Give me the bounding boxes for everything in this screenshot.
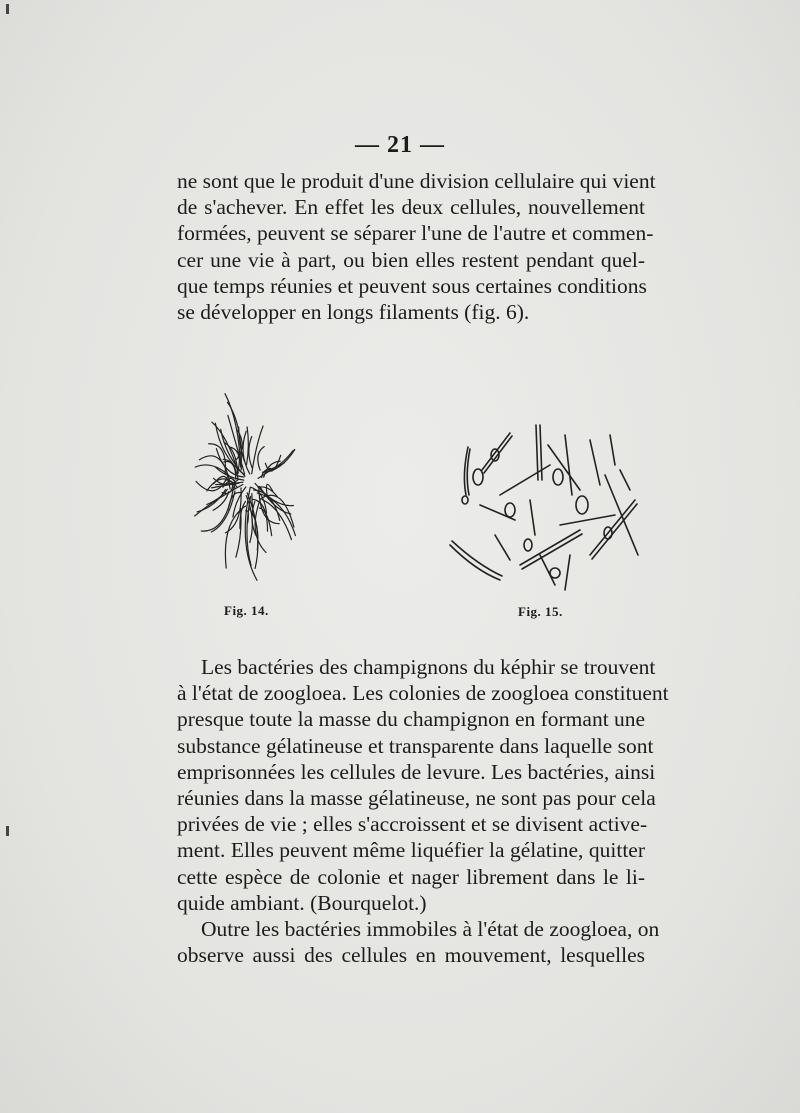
cell-shape [576,496,588,514]
figure-14-illustration [188,362,308,592]
rod-shape [605,475,638,555]
text-line: emprisonnées les cellules de levure. Les bactéries, ainsi [177,759,656,784]
rod-shape [530,500,535,535]
filament-shape [195,485,243,517]
rod-shape [540,555,555,585]
text-line: ne sont que le produit d'une division cellulaire qui vient [177,169,656,193]
filament-shape [258,447,264,471]
filament-shape [225,506,245,568]
filament-shape [197,490,225,512]
figure-14-caption: Fig. 14. [224,603,269,618]
filament-shape [249,437,252,468]
filament-shape [247,427,249,465]
rod-shape [495,535,510,560]
rod-shape [565,435,572,495]
text-line: de s'achever. En effet les deux cellules, nouvellement [177,195,645,220]
text-line: substance gélatineuse et transparente dans laquelle sont [177,733,654,758]
rod-shape [548,445,580,490]
text-line: privées de vie ; elles s'accroissent et se divisent active- [177,812,648,837]
cell-shape [505,503,515,517]
rod-shape [610,435,615,465]
text-line: observe aussi des cellules en mouvement, lesquelles [177,943,645,968]
text-line: Outre les bactéries immobiles à l'état de zoogloea, on [201,917,660,942]
cell-shape [550,568,560,578]
text-line: formées, peuvent se séparer l'une de l'autre et commen- [177,221,654,246]
text-line: à l'état de zoogloea. Les colonies de zoogloea constituent [177,681,669,706]
text-line: cer une vie à part, ou bien elles restent pendant quel- [177,247,645,272]
paragraph-2 [177,654,669,968]
text-line: que temps réunies et peuvent sous certaines conditions [177,273,647,298]
rod-shape [467,449,470,495]
text-line: réunies dans la masse gélatineuse, ne sont pas pour cela [177,786,656,811]
rod-shape [520,530,580,565]
cell-shape [553,469,563,485]
cell-shape [524,539,532,551]
rod-shape [452,541,502,576]
rod-shape [590,440,600,485]
figure-15-illustration [440,405,650,605]
filament-shape [267,450,293,470]
rod-shape [565,555,570,590]
cell-shape [473,469,483,485]
rod-shape [560,515,615,525]
text-line: quide ambiant. (Bourquelot.) [177,890,427,915]
rod-shape [484,436,512,473]
rod-shape [450,545,500,580]
edge-mark-top [6,4,9,14]
text-line: cette espèce de colonie et nager librement dans le li- [177,864,645,889]
rod-shape [620,470,630,490]
rod-shape [482,433,510,470]
rod-shape [536,425,538,480]
page-number: — 21 — [355,132,445,158]
paragraph-1 [177,168,656,325]
rod-shape [592,504,637,559]
text-line: se développer en longs filaments (fig. 6). [177,300,530,325]
text-line: ment. Elles peuvent même liquéfier la gélatine, quitter [177,838,645,863]
text-line: presque toute la masse du champignon en formant une [177,707,646,732]
edge-mark-side [6,826,9,836]
filament-shape [196,476,228,491]
text-line: Les bactéries des champignons du képhir se trouvent [201,655,656,679]
figure-15-caption: Fig. 15. [518,604,563,619]
rod-shape [522,534,582,569]
rod-shape [590,500,635,555]
cell-shape [462,496,468,504]
